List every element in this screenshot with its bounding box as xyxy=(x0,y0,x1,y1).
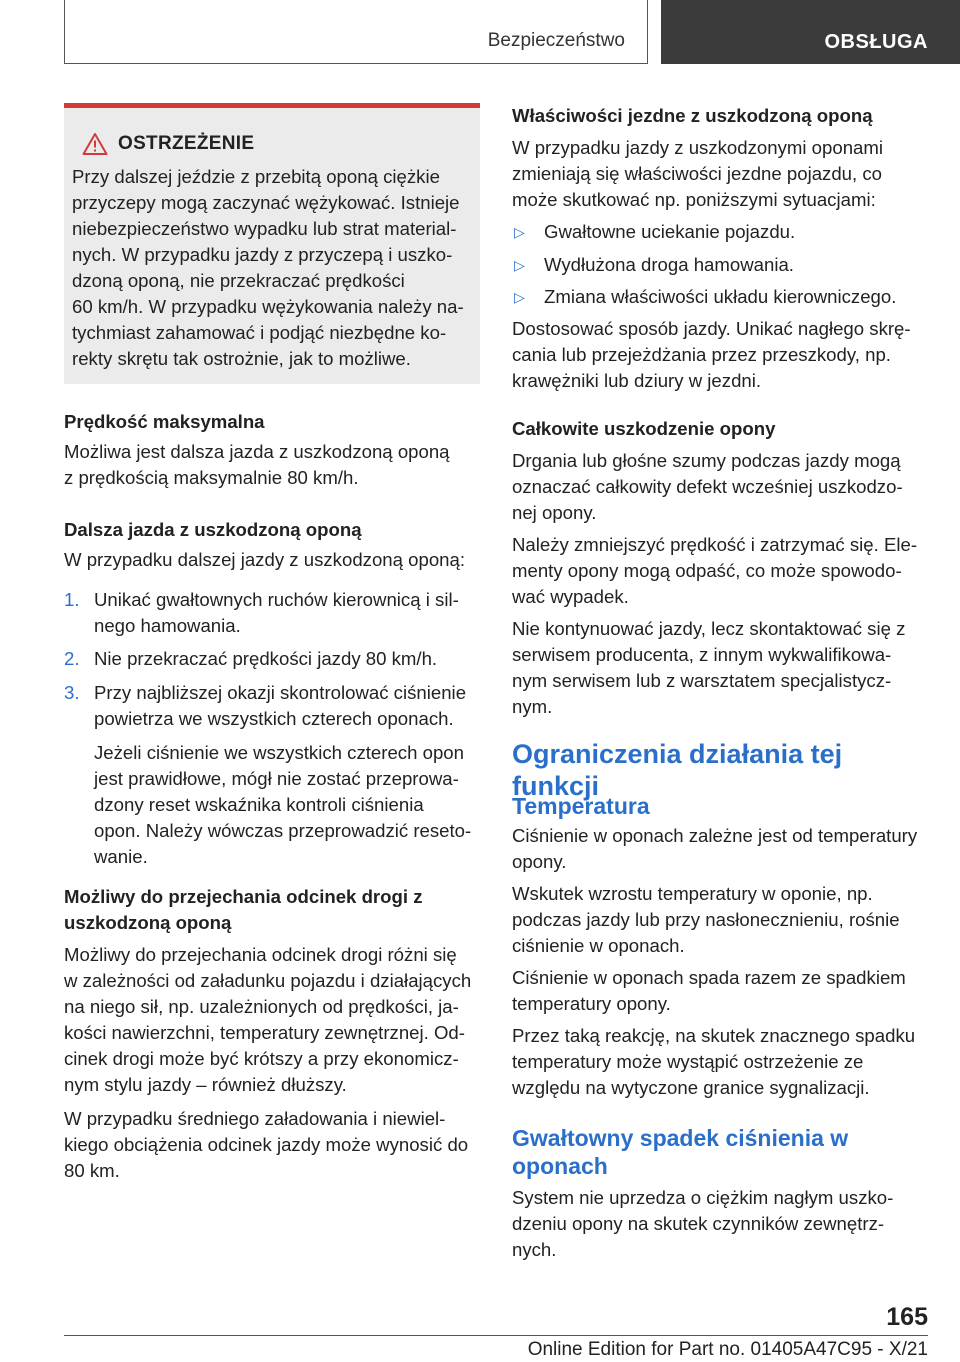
warning-title: OSTRZEŻENIE xyxy=(118,133,255,154)
temp-line: Ciśnienie w oponach spada razem ze spadkiem xyxy=(512,967,906,988)
warning-box xyxy=(64,103,480,384)
distance-line: w zależności od załadunku pojazdu i działających xyxy=(64,970,472,991)
bullet-item xyxy=(512,252,928,278)
handling-heading: Właściwości jezdne z uszkodzoną oponą xyxy=(512,105,873,126)
max-speed-line: Możliwa jest dalsza jazda z uszkodzoną oponą xyxy=(64,441,450,462)
bullet-triangle-icon: ▷ xyxy=(514,224,525,240)
temp-line: opony. xyxy=(512,851,567,872)
distance-line: 80 km. xyxy=(64,1160,120,1181)
temp-line: Ciśnienie w oponach zależne jest od temperatury xyxy=(512,825,918,846)
temp-line: ciśnienie w oponach. xyxy=(512,935,685,956)
section-title: Bezpieczeństwo xyxy=(487,30,625,51)
chapter-tab[interactable] xyxy=(661,0,960,64)
total-heading: Całkowite uszkodzenie opony xyxy=(512,418,776,439)
continue-intro: W przypadku dalszej jazdy z uszkodzoną oponą: xyxy=(64,549,466,570)
step-3 xyxy=(64,680,480,870)
bullet-text: Zmiana właściwości układu kierowniczego. xyxy=(544,286,897,307)
step-3-note xyxy=(94,740,471,870)
page-number: 165 xyxy=(886,1303,928,1331)
max-speed-heading: Prędkość maksymalna xyxy=(64,411,265,432)
handling-line: zmieniają się właściwości jezdne pojazdu, co xyxy=(512,163,882,184)
total-line: nym serwisem lub z warsztatem specjalistycz- xyxy=(512,670,892,691)
warning-line: 60 km/h. W przypadku wężykowania należy na- xyxy=(72,296,464,317)
limits-heading: Ograniczenia działania tej funkcji xyxy=(512,739,843,801)
outro-line: krawężniki lub dziury w jezdni. xyxy=(512,370,762,391)
chapter-tab-label: OBSŁUGA xyxy=(824,31,928,53)
distance-line: cinek drogi może być krótszy a przy ekonomicz- xyxy=(64,1048,459,1069)
pressure-drop-heading: Gwałtowny spadek ciśnienia w xyxy=(512,1125,849,1151)
edition-info: Online Edition for Part no. 01405A47C95 - X/21 xyxy=(527,1339,928,1360)
total-damage-section xyxy=(512,416,928,720)
outro-line: Dostosować sposób jazdy. Unikać nagłego skrę- xyxy=(512,318,911,339)
warning-line: Przy dalszej jeździe z przebitą oponą ciężkie xyxy=(72,166,440,187)
step-1 xyxy=(64,587,480,639)
total-line: oznaczać całkowity defekt wcześniej uszkodzo- xyxy=(512,476,903,497)
distance-line: na niego sił, np. uzależnionych od prędkości, ja- xyxy=(64,996,459,1017)
distance-section xyxy=(64,884,480,1184)
warning-line: niebezpieczeństwo wypadku lub strat material- xyxy=(72,218,457,239)
step-number: 2. xyxy=(64,648,80,669)
distance-line: kiego obciążenia odcinek jazdy może wynosić do xyxy=(64,1134,469,1155)
note-line: dzony reset wskaźnika kontroli ciśnienia xyxy=(94,794,424,815)
pressure-drop-heading: oponach xyxy=(512,1153,608,1179)
warning-line: rekty skrętu tak ostrożnie, jak to możliwe. xyxy=(72,348,411,369)
total-line: Należy zmniejszyć prędkość i zatrzymać się. Ele- xyxy=(512,534,918,555)
handling-outro xyxy=(512,316,928,394)
step-2 xyxy=(64,646,480,672)
warning-text xyxy=(72,164,472,372)
total-line: serwisem producenta, z innym wykwalifikowa- xyxy=(512,644,892,665)
bullet-item xyxy=(512,284,928,310)
drop-line: nych. xyxy=(512,1239,557,1260)
total-line: menty opony mogą odpaść, co może spowodo- xyxy=(512,560,902,581)
step-number: 1. xyxy=(64,589,80,610)
step-line: nego hamowania. xyxy=(94,615,241,636)
temp-line: podczas jazdy lub przy nasłonecznieniu, rośnie xyxy=(512,909,900,930)
temperature-heading: Temperatura xyxy=(512,793,650,819)
distance-heading: Możliwy do przejechania odcinek drogi z xyxy=(64,886,423,907)
max-speed-section xyxy=(64,409,480,491)
note-line: opon. Należy wówczas przeprowadzić reseto- xyxy=(94,820,472,841)
max-speed-line: z prędkością maksymalnie 80 km/h. xyxy=(64,467,359,488)
temp-line: względu na wytyczone granice sygnalizacji. xyxy=(512,1077,870,1098)
distance-line: Możliwy do przejechania odcinek drogi różni się xyxy=(64,944,457,965)
handling-line: W przypadku jazdy z uszkodzonymi oponami xyxy=(512,137,884,158)
step-number: 3. xyxy=(64,682,80,703)
bullet-triangle-icon: ▷ xyxy=(514,257,525,273)
continue-heading: Dalsza jazda z uszkodzoną oponą xyxy=(64,519,362,540)
warning-header xyxy=(82,132,472,156)
handling-line: może skutkować np. poniższymi sytuacjami: xyxy=(512,189,876,210)
bullet-item xyxy=(512,219,928,245)
warning-line: przyczepy mogą zaczynać wężykować. Istnieje xyxy=(72,192,460,213)
warning-line: tychmiast zahamować i podjąć niezbędne ko- xyxy=(72,322,447,343)
temperature-section xyxy=(512,792,928,1101)
handling-section xyxy=(512,103,928,213)
distance-line: W przypadku średniego załadowania i niewiel- xyxy=(64,1108,446,1129)
pressure-drop-section xyxy=(512,1124,928,1263)
warning-line: nych. W przypadku jazdy z przyczepą i uszko- xyxy=(72,244,453,265)
total-line: Drgania lub głośne szumy podczas jazdy mogą xyxy=(512,450,901,471)
continue-section xyxy=(64,517,480,573)
note-line: Jeżeli ciśnienie we wszystkich czterech opon xyxy=(94,742,464,763)
step-line: Przy najbliższej okazji skontrolować ciśnienie xyxy=(94,682,467,703)
temp-line: temperatury może wystąpić ostrzeżenie ze xyxy=(512,1051,864,1072)
total-line: wać wypadek. xyxy=(512,586,629,607)
note-line: wanie. xyxy=(94,846,148,867)
footer-divider xyxy=(64,1335,928,1336)
warning-line: dzoną oponą, nie przekraczać prędkości xyxy=(72,270,405,291)
drop-line: System nie uprzedza o ciężkim nagłym uszko- xyxy=(512,1187,894,1208)
step-line: Unikać gwałtownych ruchów kierownicą i sil- xyxy=(94,589,459,610)
total-line: Nie kontynuować jazdy, lecz skontaktować się z xyxy=(512,618,906,639)
step-line: Nie przekraczać prędkości jazdy 80 km/h. xyxy=(94,648,438,669)
note-line: jest prawidłowe, mógł nie zostać przeprowa- xyxy=(94,768,459,789)
distance-line: nym stylu jazdy – również dłuższy. xyxy=(64,1074,347,1095)
total-line: nej opony. xyxy=(512,502,597,523)
bullet-text: Wydłużona droga hamowania. xyxy=(544,254,794,275)
temp-line: temperatury opony. xyxy=(512,993,671,1014)
distance-heading: uszkodzoną oponą xyxy=(64,912,232,933)
bullet-triangle-icon: ▷ xyxy=(514,289,525,305)
bullet-text: Gwałtowne uciekanie pojazdu. xyxy=(544,221,796,242)
temp-line: Wskutek wzrostu temperatury w oponie, np. xyxy=(512,883,873,904)
warning-triangle-icon xyxy=(82,132,108,156)
drop-line: dzeniu opony na skutek czynników zewnętrz- xyxy=(512,1213,885,1234)
header-box xyxy=(64,0,648,64)
temp-line: Przez taką reakcję, na skutek znacznego spadku xyxy=(512,1025,916,1046)
step-line: powietrza we wszystkich czterech oponach. xyxy=(94,708,454,729)
outro-line: cania lub przejeżdżania przez przeszkody, np. xyxy=(512,344,891,365)
distance-line: kości nawierzchni, temperatury zewnętrznej. Od- xyxy=(64,1022,465,1043)
total-line: nym. xyxy=(512,696,553,717)
